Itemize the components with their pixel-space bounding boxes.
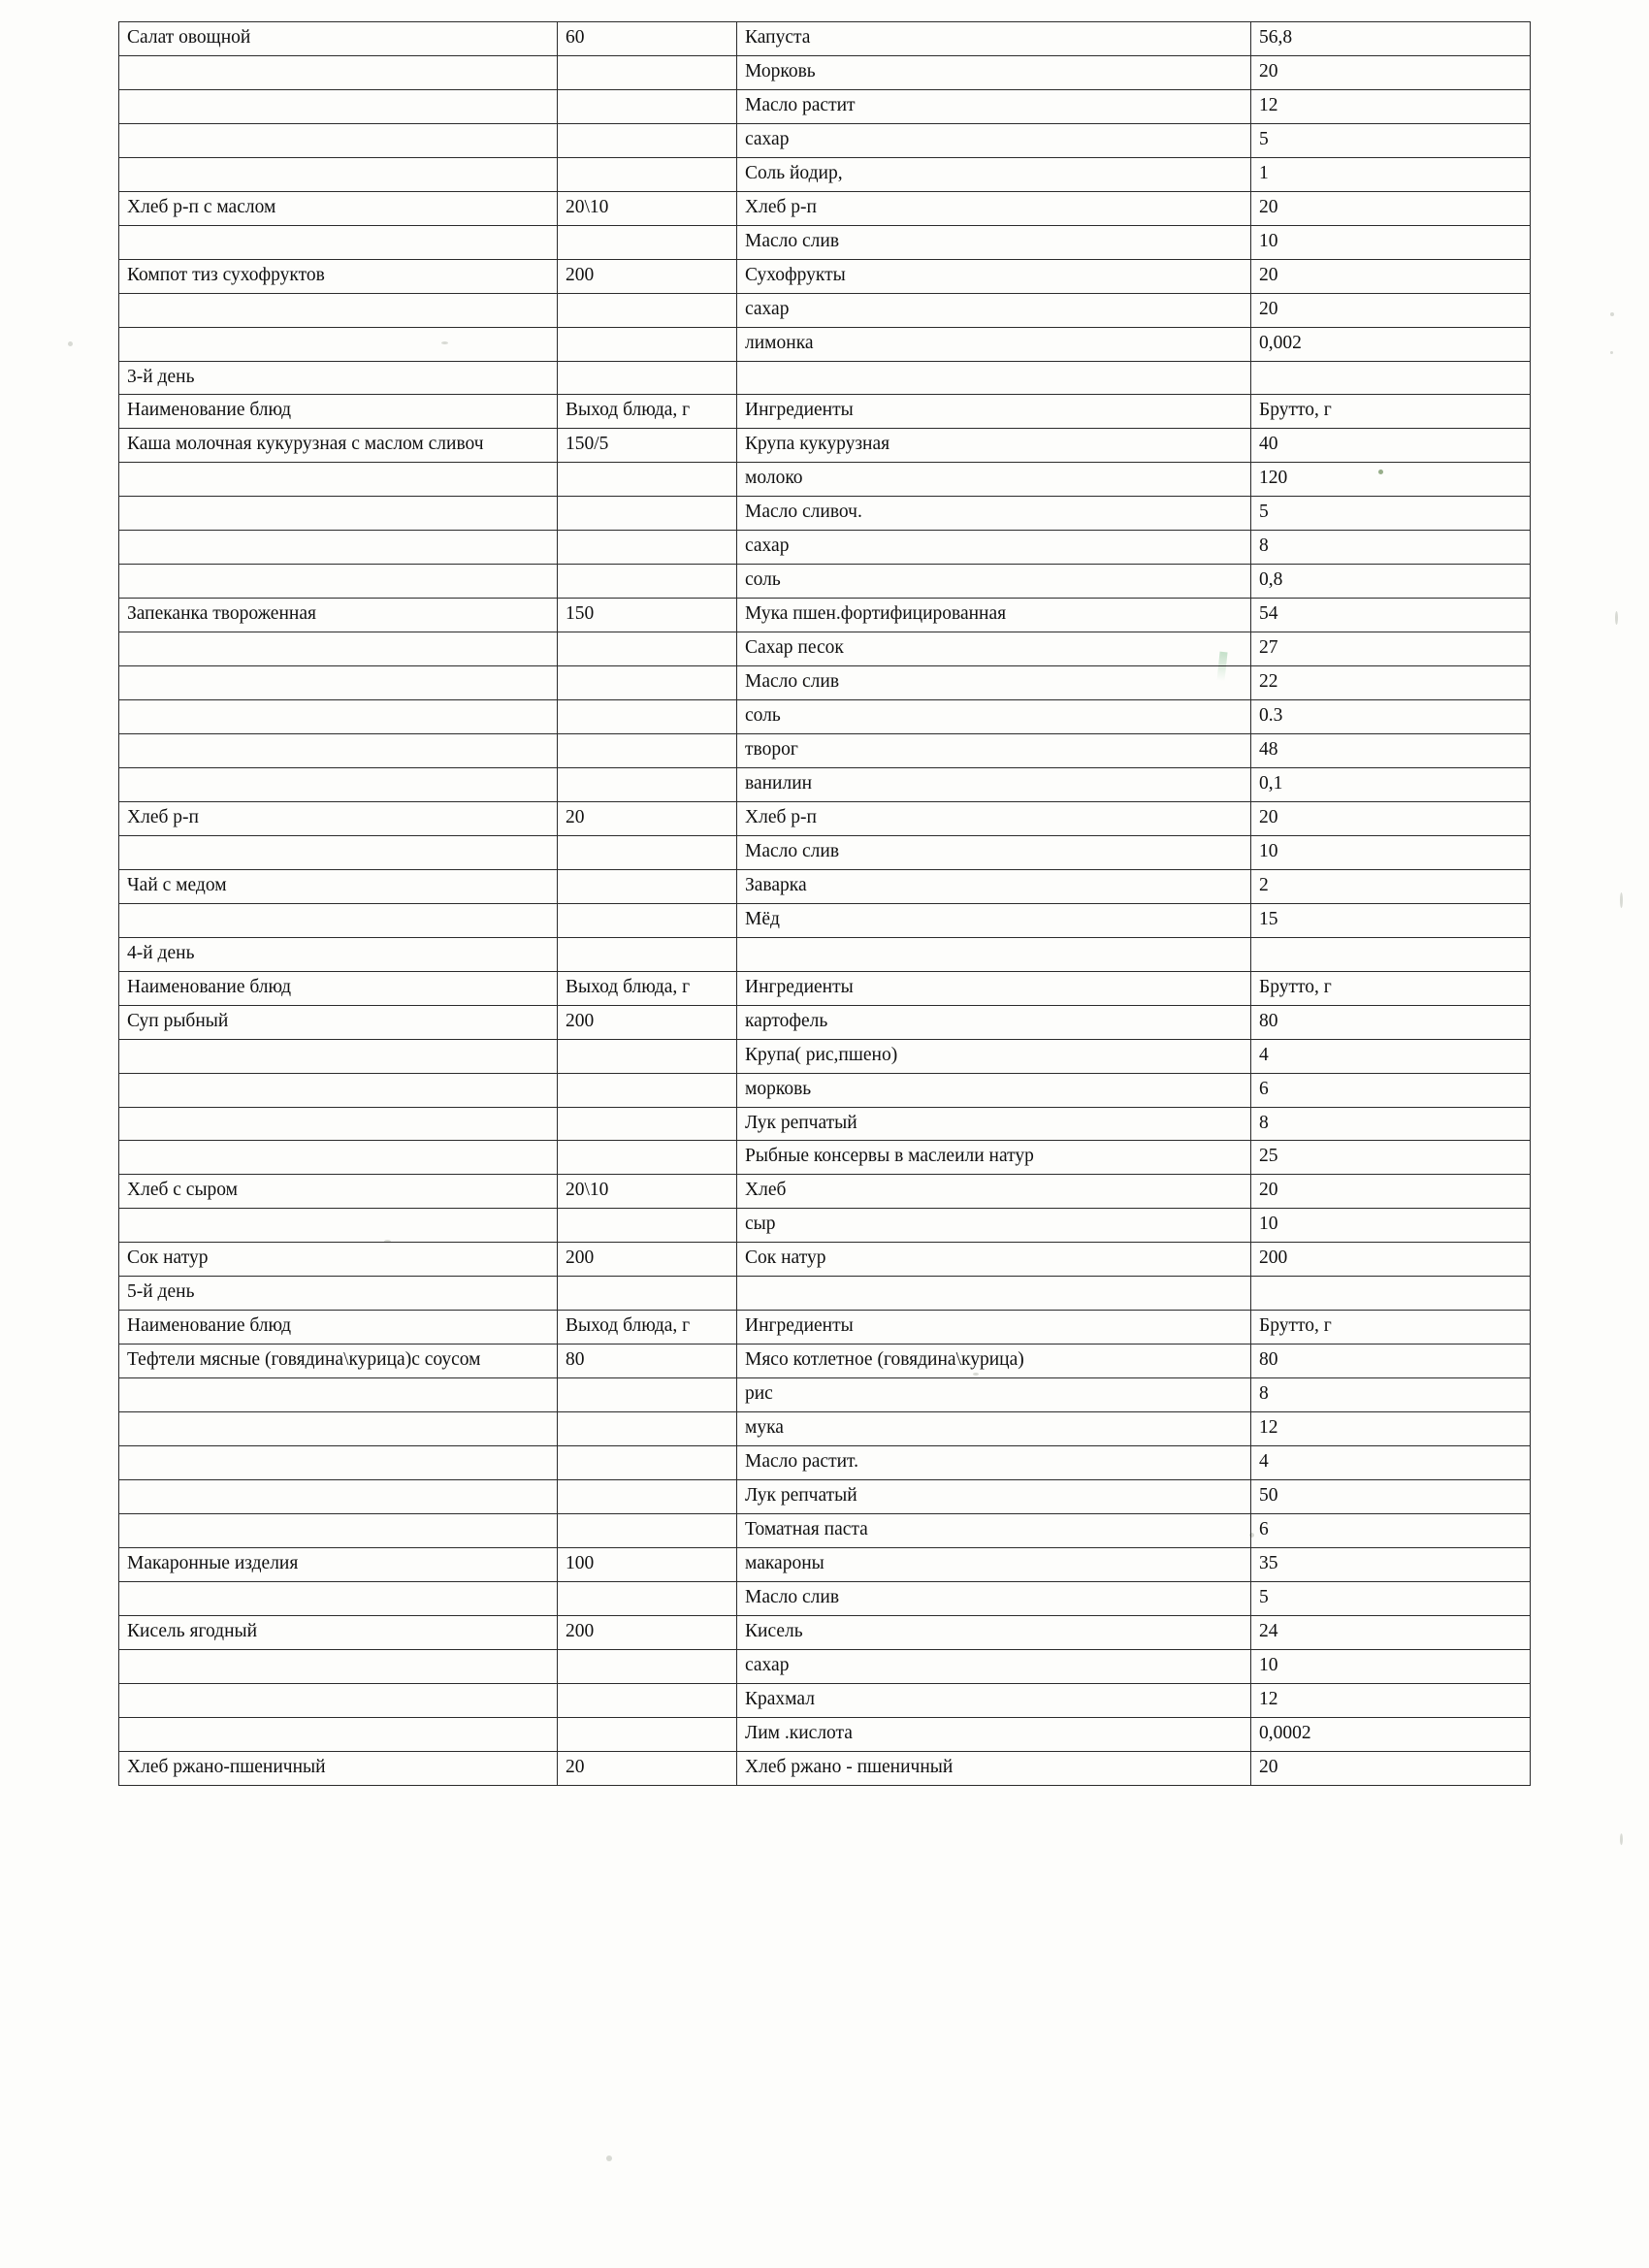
cell-yield bbox=[558, 1683, 737, 1717]
cell-yield: Выход блюда, г bbox=[558, 1311, 737, 1345]
cell-ingredient bbox=[737, 937, 1251, 971]
cell-brutto: 54 bbox=[1251, 599, 1531, 632]
cell-brutto: 5 bbox=[1251, 497, 1531, 531]
cell-yield: 80 bbox=[558, 1345, 737, 1378]
cell-yield bbox=[558, 869, 737, 903]
cell-dish bbox=[119, 1039, 558, 1073]
table-row bbox=[119, 1243, 1531, 1277]
cell-ingredient: Томатная паста bbox=[737, 1513, 1251, 1547]
cell-yield bbox=[558, 666, 737, 700]
cell-ingredient: Хлеб р-п bbox=[737, 801, 1251, 835]
cell-brutto: 4 bbox=[1251, 1039, 1531, 1073]
cell-ingredient: творог bbox=[737, 734, 1251, 768]
table-row bbox=[119, 666, 1531, 700]
table-row bbox=[119, 191, 1531, 225]
cell-yield bbox=[558, 1073, 737, 1107]
cell-ingredient: Ингредиенты bbox=[737, 1311, 1251, 1345]
cell-yield bbox=[558, 700, 737, 734]
table-row bbox=[119, 1581, 1531, 1615]
cell-yield bbox=[558, 225, 737, 259]
cell-yield bbox=[558, 1277, 737, 1311]
cell-yield: 150 bbox=[558, 599, 737, 632]
table-row bbox=[119, 1547, 1531, 1581]
cell-dish bbox=[119, 1513, 558, 1547]
cell-ingredient: Сахар песок bbox=[737, 632, 1251, 666]
cell-dish bbox=[119, 835, 558, 869]
cell-ingredient: соль bbox=[737, 700, 1251, 734]
cell-brutto: 56,8 bbox=[1251, 22, 1531, 56]
table-row bbox=[119, 599, 1531, 632]
cell-ingredient bbox=[737, 1277, 1251, 1311]
table-row bbox=[119, 1107, 1531, 1141]
cell-dish bbox=[119, 89, 558, 123]
cell-yield bbox=[558, 1039, 737, 1073]
cell-yield bbox=[558, 1378, 737, 1412]
cell-ingredient: Соль йодир, bbox=[737, 157, 1251, 191]
cell-dish bbox=[119, 700, 558, 734]
cell-brutto: 120 bbox=[1251, 463, 1531, 497]
cell-brutto: Брутто, г bbox=[1251, 1311, 1531, 1345]
cell-yield: Выход блюда, г bbox=[558, 971, 737, 1005]
cell-ingredient: соль bbox=[737, 565, 1251, 599]
cell-ingredient: мука bbox=[737, 1412, 1251, 1446]
cell-dish bbox=[119, 123, 558, 157]
cell-dish bbox=[119, 903, 558, 937]
cell-brutto: 6 bbox=[1251, 1073, 1531, 1107]
cell-dish bbox=[119, 1446, 558, 1480]
cell-yield bbox=[558, 565, 737, 599]
cell-yield: 20\10 bbox=[558, 191, 737, 225]
cell-ingredient: рис bbox=[737, 1378, 1251, 1412]
cell-dish bbox=[119, 1717, 558, 1751]
cell-dish: Наименование блюд bbox=[119, 395, 558, 429]
cell-yield: 200 bbox=[558, 259, 737, 293]
cell-ingredient: Лим .кислота bbox=[737, 1717, 1251, 1751]
table-row bbox=[119, 429, 1531, 463]
cell-ingredient: Капуста bbox=[737, 22, 1251, 56]
table-row bbox=[119, 632, 1531, 666]
cell-dish: Хлеб р-п bbox=[119, 801, 558, 835]
table-row bbox=[119, 225, 1531, 259]
cell-dish bbox=[119, 1479, 558, 1513]
cell-brutto: 12 bbox=[1251, 1683, 1531, 1717]
cell-dish bbox=[119, 734, 558, 768]
cell-dish bbox=[119, 1209, 558, 1243]
cell-ingredient: Крахмал bbox=[737, 1683, 1251, 1717]
cell-ingredient: ванилин bbox=[737, 767, 1251, 801]
cell-yield: 100 bbox=[558, 1547, 737, 1581]
cell-dish bbox=[119, 1412, 558, 1446]
cell-dish bbox=[119, 1107, 558, 1141]
cell-yield bbox=[558, 157, 737, 191]
cell-dish bbox=[119, 632, 558, 666]
table-row bbox=[119, 497, 1531, 531]
cell-brutto: 10 bbox=[1251, 1209, 1531, 1243]
column-header-row bbox=[119, 395, 1531, 429]
cell-ingredient: сыр bbox=[737, 1209, 1251, 1243]
cell-dish bbox=[119, 497, 558, 531]
cell-dish: 4-й день bbox=[119, 937, 558, 971]
cell-yield bbox=[558, 361, 737, 395]
cell-ingredient: Заварка bbox=[737, 869, 1251, 903]
table-row bbox=[119, 157, 1531, 191]
cell-dish bbox=[119, 293, 558, 327]
menu-table bbox=[118, 21, 1531, 1786]
cell-brutto: Брутто, г bbox=[1251, 971, 1531, 1005]
cell-ingredient: сахар bbox=[737, 123, 1251, 157]
cell-ingredient: Хлеб bbox=[737, 1175, 1251, 1209]
cell-brutto bbox=[1251, 937, 1531, 971]
table-row bbox=[119, 1479, 1531, 1513]
cell-ingredient: Масло слив bbox=[737, 225, 1251, 259]
table-row bbox=[119, 1649, 1531, 1683]
cell-ingredient: лимонка bbox=[737, 327, 1251, 361]
cell-yield bbox=[558, 293, 737, 327]
cell-yield: 200 bbox=[558, 1243, 737, 1277]
cell-brutto: 8 bbox=[1251, 531, 1531, 565]
cell-yield bbox=[558, 463, 737, 497]
cell-brutto: 20 bbox=[1251, 293, 1531, 327]
cell-ingredient: Масло растит. bbox=[737, 1446, 1251, 1480]
cell-brutto: 10 bbox=[1251, 225, 1531, 259]
cell-brutto: 2 bbox=[1251, 869, 1531, 903]
cell-dish bbox=[119, 1378, 558, 1412]
cell-dish bbox=[119, 1683, 558, 1717]
table-row bbox=[119, 22, 1531, 56]
cell-yield bbox=[558, 327, 737, 361]
cell-yield: 200 bbox=[558, 1615, 737, 1649]
cell-ingredient: Кисель bbox=[737, 1615, 1251, 1649]
cell-brutto: 24 bbox=[1251, 1615, 1531, 1649]
cell-yield: 60 bbox=[558, 22, 737, 56]
cell-brutto: 12 bbox=[1251, 1412, 1531, 1446]
cell-yield: 20\10 bbox=[558, 1175, 737, 1209]
cell-dish bbox=[119, 225, 558, 259]
cell-ingredient: Крупа кукурузная bbox=[737, 429, 1251, 463]
cell-dish: Чай с медом bbox=[119, 869, 558, 903]
cell-dish: Запеканка твороженная bbox=[119, 599, 558, 632]
cell-brutto: 48 bbox=[1251, 734, 1531, 768]
cell-yield bbox=[558, 1107, 737, 1141]
cell-brutto: 15 bbox=[1251, 903, 1531, 937]
cell-yield bbox=[558, 1412, 737, 1446]
cell-dish: Хлеб р-п с маслом bbox=[119, 191, 558, 225]
table-row bbox=[119, 123, 1531, 157]
cell-brutto bbox=[1251, 1277, 1531, 1311]
cell-brutto: 35 bbox=[1251, 1547, 1531, 1581]
table-row bbox=[119, 1209, 1531, 1243]
cell-dish: Салат овощной bbox=[119, 22, 558, 56]
table-row bbox=[119, 1683, 1531, 1717]
column-header-row bbox=[119, 971, 1531, 1005]
cell-brutto: 10 bbox=[1251, 1649, 1531, 1683]
cell-brutto: 0,1 bbox=[1251, 767, 1531, 801]
cell-ingredient: Масло сливоч. bbox=[737, 497, 1251, 531]
cell-ingredient: морковь bbox=[737, 1073, 1251, 1107]
cell-ingredient: сахар bbox=[737, 293, 1251, 327]
cell-yield bbox=[558, 1513, 737, 1547]
cell-yield bbox=[558, 1479, 737, 1513]
cell-dish: Хлеб ржано-пшеничный bbox=[119, 1751, 558, 1785]
cell-brutto: 80 bbox=[1251, 1345, 1531, 1378]
cell-brutto: 20 bbox=[1251, 801, 1531, 835]
table-row bbox=[119, 463, 1531, 497]
table-row bbox=[119, 734, 1531, 768]
table-row bbox=[119, 1412, 1531, 1446]
table-row bbox=[119, 531, 1531, 565]
cell-dish: Компот тиз сухофруктов bbox=[119, 259, 558, 293]
cell-ingredient: Масло слив bbox=[737, 666, 1251, 700]
cell-yield bbox=[558, 1446, 737, 1480]
cell-ingredient: Масло слив bbox=[737, 1581, 1251, 1615]
cell-yield bbox=[558, 1717, 737, 1751]
table-row bbox=[119, 55, 1531, 89]
table-row bbox=[119, 1141, 1531, 1175]
cell-brutto: 80 bbox=[1251, 1005, 1531, 1039]
cell-yield bbox=[558, 937, 737, 971]
cell-brutto: 20 bbox=[1251, 1751, 1531, 1785]
cell-brutto: 20 bbox=[1251, 259, 1531, 293]
cell-brutto: 6 bbox=[1251, 1513, 1531, 1547]
cell-ingredient: Рыбные консервы в маслеили натур bbox=[737, 1141, 1251, 1175]
table-row bbox=[119, 700, 1531, 734]
cell-brutto: 5 bbox=[1251, 123, 1531, 157]
cell-dish: Суп рыбный bbox=[119, 1005, 558, 1039]
cell-dish: Кисель ягодный bbox=[119, 1615, 558, 1649]
cell-ingredient: Мука пшен.фортифицированная bbox=[737, 599, 1251, 632]
cell-dish bbox=[119, 1073, 558, 1107]
table-row bbox=[119, 1039, 1531, 1073]
table-row bbox=[119, 835, 1531, 869]
cell-ingredient: макароны bbox=[737, 1547, 1251, 1581]
cell-yield: 20 bbox=[558, 1751, 737, 1785]
cell-yield: Выход блюда, г bbox=[558, 395, 737, 429]
cell-dish: Хлеб с сыром bbox=[119, 1175, 558, 1209]
cell-brutto: 20 bbox=[1251, 191, 1531, 225]
cell-brutto: 20 bbox=[1251, 1175, 1531, 1209]
cell-brutto: Брутто, г bbox=[1251, 395, 1531, 429]
cell-ingredient: Хлеб ржано - пшеничный bbox=[737, 1751, 1251, 1785]
table-row bbox=[119, 327, 1531, 361]
cell-yield bbox=[558, 89, 737, 123]
table-row bbox=[119, 801, 1531, 835]
cell-yield: 20 bbox=[558, 801, 737, 835]
cell-ingredient: Ингредиенты bbox=[737, 395, 1251, 429]
cell-dish bbox=[119, 1581, 558, 1615]
cell-ingredient: сахар bbox=[737, 1649, 1251, 1683]
cell-ingredient: Лук репчатый bbox=[737, 1479, 1251, 1513]
cell-brutto: 40 bbox=[1251, 429, 1531, 463]
cell-brutto: 5 bbox=[1251, 1581, 1531, 1615]
cell-ingredient: Морковь bbox=[737, 55, 1251, 89]
cell-yield bbox=[558, 1141, 737, 1175]
cell-dish: Наименование блюд bbox=[119, 1311, 558, 1345]
cell-brutto: 1 bbox=[1251, 157, 1531, 191]
cell-ingredient: Лук репчатый bbox=[737, 1107, 1251, 1141]
table-row bbox=[119, 767, 1531, 801]
cell-dish bbox=[119, 327, 558, 361]
table-row bbox=[119, 903, 1531, 937]
cell-yield bbox=[558, 903, 737, 937]
cell-brutto: 0,0002 bbox=[1251, 1717, 1531, 1751]
column-header-row bbox=[119, 1311, 1531, 1345]
table-row bbox=[119, 565, 1531, 599]
table-row bbox=[119, 869, 1531, 903]
cell-ingredient: Хлеб р-п bbox=[737, 191, 1251, 225]
cell-brutto: 200 bbox=[1251, 1243, 1531, 1277]
table-row bbox=[119, 1717, 1531, 1751]
cell-brutto: 8 bbox=[1251, 1107, 1531, 1141]
cell-dish bbox=[119, 767, 558, 801]
cell-dish bbox=[119, 157, 558, 191]
cell-brutto: 10 bbox=[1251, 835, 1531, 869]
cell-dish bbox=[119, 1649, 558, 1683]
day-divider-row bbox=[119, 937, 1531, 971]
table-row bbox=[119, 1513, 1531, 1547]
table-row bbox=[119, 1175, 1531, 1209]
menu-table-body bbox=[119, 22, 1531, 1786]
table-row bbox=[119, 1073, 1531, 1107]
table-row bbox=[119, 1345, 1531, 1378]
cell-yield bbox=[558, 123, 737, 157]
cell-brutto: 20 bbox=[1251, 55, 1531, 89]
cell-ingredient: Масло слив bbox=[737, 835, 1251, 869]
cell-brutto: 22 bbox=[1251, 666, 1531, 700]
cell-ingredient bbox=[737, 361, 1251, 395]
table-row bbox=[119, 259, 1531, 293]
cell-dish bbox=[119, 565, 558, 599]
cell-brutto: 0.3 bbox=[1251, 700, 1531, 734]
day-divider-row bbox=[119, 361, 1531, 395]
cell-brutto: 4 bbox=[1251, 1446, 1531, 1480]
table-row bbox=[119, 1446, 1531, 1480]
day-divider-row bbox=[119, 1277, 1531, 1311]
table-row bbox=[119, 1378, 1531, 1412]
cell-dish: Сок натур bbox=[119, 1243, 558, 1277]
cell-brutto: 25 bbox=[1251, 1141, 1531, 1175]
cell-ingredient: Мёд bbox=[737, 903, 1251, 937]
cell-dish bbox=[119, 55, 558, 89]
cell-brutto: 12 bbox=[1251, 89, 1531, 123]
cell-yield bbox=[558, 55, 737, 89]
cell-brutto: 50 bbox=[1251, 1479, 1531, 1513]
cell-ingredient: сахар bbox=[737, 531, 1251, 565]
cell-yield bbox=[558, 1649, 737, 1683]
cell-ingredient: картофель bbox=[737, 1005, 1251, 1039]
table-row bbox=[119, 89, 1531, 123]
table-row bbox=[119, 1751, 1531, 1785]
cell-dish bbox=[119, 463, 558, 497]
table-row bbox=[119, 1005, 1531, 1039]
cell-brutto: 27 bbox=[1251, 632, 1531, 666]
cell-ingredient: Ингредиенты bbox=[737, 971, 1251, 1005]
cell-yield bbox=[558, 734, 737, 768]
cell-dish bbox=[119, 531, 558, 565]
cell-ingredient: Сухофрукты bbox=[737, 259, 1251, 293]
cell-yield bbox=[558, 1209, 737, 1243]
cell-dish bbox=[119, 666, 558, 700]
cell-brutto bbox=[1251, 361, 1531, 395]
cell-ingredient: Масло растит bbox=[737, 89, 1251, 123]
cell-dish: Каша молочная кукурузная с маслом сливоч bbox=[119, 429, 558, 463]
cell-yield: 200 bbox=[558, 1005, 737, 1039]
cell-dish: Макаронные изделия bbox=[119, 1547, 558, 1581]
cell-dish: Тефтели мясные (говядина\курица)с соусом bbox=[119, 1345, 558, 1378]
cell-dish: 5-й день bbox=[119, 1277, 558, 1311]
cell-ingredient: Мясо котлетное (говядина\курица) bbox=[737, 1345, 1251, 1378]
cell-yield bbox=[558, 1581, 737, 1615]
cell-dish: 3-й день bbox=[119, 361, 558, 395]
cell-yield: 150/5 bbox=[558, 429, 737, 463]
cell-ingredient: Крупа( рис,пшено) bbox=[737, 1039, 1251, 1073]
cell-yield bbox=[558, 497, 737, 531]
cell-ingredient: Сок натур bbox=[737, 1243, 1251, 1277]
cell-yield bbox=[558, 835, 737, 869]
cell-ingredient: молоко bbox=[737, 463, 1251, 497]
table-row bbox=[119, 1615, 1531, 1649]
cell-dish bbox=[119, 1141, 558, 1175]
cell-brutto: 0,002 bbox=[1251, 327, 1531, 361]
cell-dish: Наименование блюд bbox=[119, 971, 558, 1005]
cell-brutto: 0,8 bbox=[1251, 565, 1531, 599]
cell-yield bbox=[558, 632, 737, 666]
table-row bbox=[119, 293, 1531, 327]
cell-yield bbox=[558, 767, 737, 801]
cell-brutto: 8 bbox=[1251, 1378, 1531, 1412]
cell-yield bbox=[558, 531, 737, 565]
